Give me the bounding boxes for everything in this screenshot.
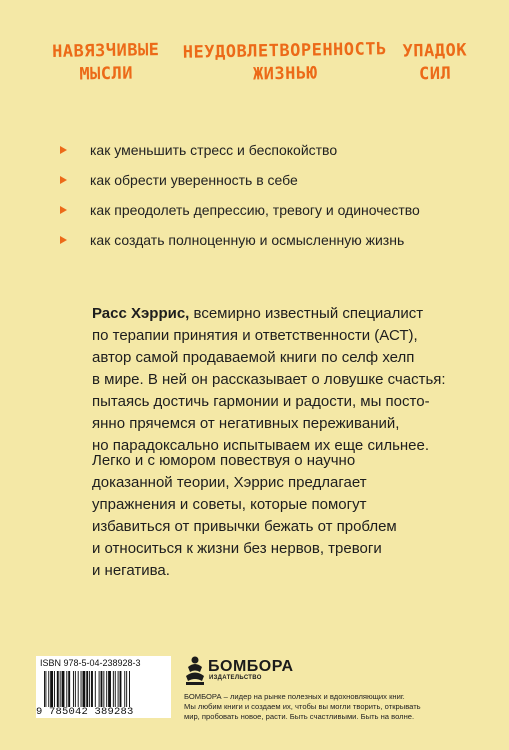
barcode-bar — [60, 671, 61, 707]
headline-energy-loss — [395, 39, 476, 86]
text-line: Легко и с юмором повествуя о научно — [92, 452, 356, 469]
triangle-bullet-icon — [60, 146, 67, 154]
text-line: мир, пробовать новое, расти. Быть счастливыми. Быть на волне. — [184, 712, 415, 721]
list-item-text: как уменьшить стресс и беспокойство — [90, 142, 338, 158]
barcode-bar — [103, 671, 104, 707]
text-line: и относиться к жизни без нервов, тревоги — [92, 540, 382, 557]
barcode-bar — [66, 671, 67, 707]
headline-line: НЕУДОВЛЕТВОРЕННОСТЬ — [182, 39, 387, 63]
barcode-bar — [124, 671, 125, 707]
barcode-bar — [54, 671, 55, 707]
barcode-bar — [91, 671, 93, 707]
author-name: Расс Хэррис, — [92, 305, 190, 322]
barcode-bar — [126, 671, 127, 707]
publisher-subtitle: ИЗДАТЕЛЬСТВО — [209, 675, 262, 681]
list-item-text: как преодолеть депрессию, тревогу и одиночество — [90, 202, 420, 218]
headline-line: ЖИЗНЬЮ — [252, 63, 318, 85]
barcode-bar — [73, 671, 74, 707]
publisher-name: БОМБОРА — [208, 658, 294, 675]
text-line: Мы любим книги и создаем их, чтобы вы могли творить, открывать — [184, 702, 421, 711]
text-line: и негатива. — [92, 562, 170, 579]
text-line: доказанной теории, Хэррис предлагает — [92, 474, 367, 491]
list-item — [60, 135, 480, 165]
list-item — [60, 165, 480, 195]
headline-life-dissatisfaction — [180, 38, 391, 88]
text-line: янно прячемся от негативных переживаний, — [92, 415, 400, 432]
barcode-bar — [108, 671, 111, 707]
benefits-list — [60, 135, 480, 255]
list-item-text: как создать полноценную и осмысленную жизнь — [90, 232, 405, 248]
headline-line: МЫСЛИ — [79, 63, 134, 85]
barcode-bar — [81, 671, 82, 707]
ean-digits: 9 785042 389283 — [36, 706, 134, 718]
book-description — [92, 450, 472, 582]
text-line: по терапии принятия и ответственности (АСТ), — [92, 327, 418, 344]
barcode-bar — [101, 671, 103, 707]
barcode-bar — [118, 671, 119, 707]
list-item — [60, 195, 480, 225]
barcode-bar — [120, 671, 122, 707]
barcode-bar — [115, 671, 116, 707]
barcode-bar — [57, 671, 59, 707]
barcode-bar — [129, 671, 130, 707]
barcode-bar — [78, 671, 79, 707]
barcode-bar — [99, 671, 100, 707]
author-description — [92, 303, 472, 457]
barcode-bar — [113, 671, 114, 707]
headline-line: УПАДОК — [402, 40, 468, 62]
text-line: автор самой продаваемой книги по селф хелп — [92, 349, 415, 366]
text-line: избавиться от привычки бежать от проблем — [92, 518, 397, 535]
list-item — [60, 225, 480, 255]
barcode-bar — [48, 671, 49, 707]
barcode-bar — [75, 671, 76, 707]
headline-line: СИЛ — [418, 63, 452, 85]
text-line: в мире. В ней он рассказывает о ловушке счастья: — [92, 371, 446, 388]
barcode-bar — [50, 671, 53, 707]
barcode-bar — [106, 671, 107, 707]
bombora-logo-icon — [184, 656, 206, 686]
barcode-bar — [45, 671, 46, 707]
triangle-bullet-icon — [60, 206, 67, 214]
text-line: БОМБОРА – лидер на рынке полезных и вдохновляющих книг. — [184, 692, 405, 701]
text-line: упражнения и советы, которые помогут — [92, 496, 367, 513]
isbn-label: ISBN 978-5-04-238928-3 — [40, 658, 141, 668]
text-line — [92, 303, 472, 325]
headline-line: НАВЯЗЧИВЫЕ — [51, 40, 160, 62]
barcode-bar — [82, 671, 85, 707]
headline-obsessive-thoughts — [50, 39, 163, 87]
barcode-bar — [44, 671, 45, 707]
barcode-bar — [86, 671, 88, 707]
triangle-bullet-icon — [60, 176, 67, 184]
barcode-icon — [44, 671, 168, 707]
barcode-bar — [62, 671, 65, 707]
text-line: но парадоксально испытываем их еще сильнее. — [92, 437, 430, 454]
barcode-bar — [68, 671, 70, 707]
text-line: пытаясь достичь гармонии и радости, мы посто- — [92, 393, 430, 410]
text-fragment: всемирно известный специалист — [189, 305, 424, 322]
publisher-note — [184, 692, 484, 722]
barcode-bar — [89, 671, 90, 707]
barcode-bar — [95, 671, 96, 707]
list-item-text: как обрести уверенность в себе — [90, 172, 298, 188]
triangle-bullet-icon — [60, 236, 67, 244]
